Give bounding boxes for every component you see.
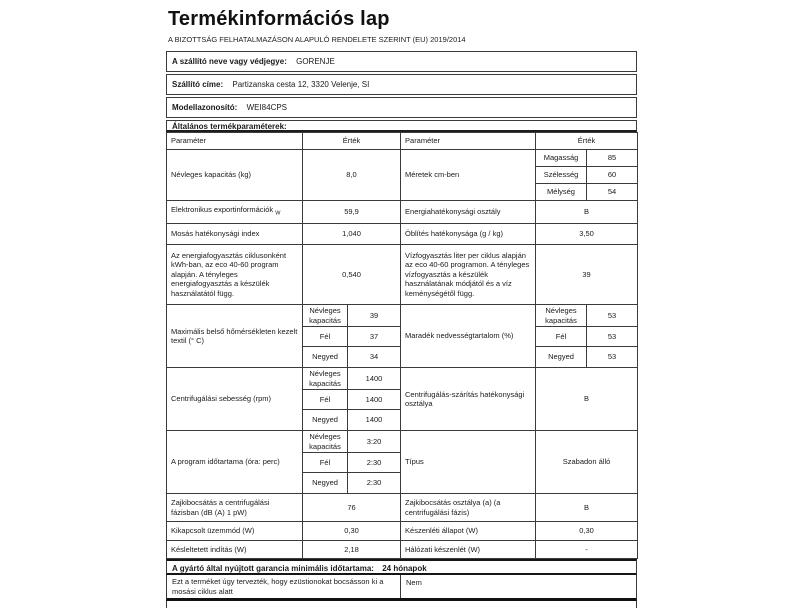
dimension-depth-value: 54 <box>587 184 638 201</box>
product-information-sheet <box>166 8 637 608</box>
warranty-label: A gyártó által nyújtott garancia minimális időtartama: <box>172 564 374 573</box>
rated-capacity-label: Névleges kapacitás (kg) <box>167 150 303 201</box>
dimension-width-value: 60 <box>587 167 638 184</box>
sub-label-quarter: Negyed <box>303 473 348 494</box>
eei-subscript: W <box>275 210 281 217</box>
noise-class-label: Zajkibocsátás osztálya (a) (a centrifugálási fázis) <box>401 494 536 522</box>
programme-duration-rated-value: 3:20 <box>348 431 401 453</box>
noise-emission-label: Zajkibocsátás a centrifugálási fázisban (dB (A) 1 pW) <box>167 494 303 522</box>
residual-moisture-rated-value: 53 <box>587 305 638 327</box>
table-row <box>167 541 638 559</box>
off-mode-label: Kikapcsolt üzemmód (W) <box>167 522 303 541</box>
sub-label-rated: Névleges kapacitás <box>303 431 348 453</box>
dimension-height-label: Magasság <box>536 150 587 167</box>
sub-label-half: Fél <box>303 390 348 410</box>
supplier-name-value: GORENJE <box>296 57 335 66</box>
spin-speed-half-value: 1400 <box>348 390 401 410</box>
max-temperature-label: Maximális belső hőmérsékleten kezelt textil (° C) <box>167 305 303 368</box>
programme-duration-quarter-value: 2:30 <box>348 473 401 494</box>
water-consumption-value: 39 <box>536 245 638 305</box>
rinse-effectiveness-label: Öblítés hatékonysága (g / kg) <box>401 224 536 245</box>
sub-label-half: Fél <box>536 327 587 347</box>
network-standby-label: Hálózati készenlét (W) <box>401 541 536 559</box>
off-mode-value: 0,30 <box>303 522 401 541</box>
sub-label-quarter: Negyed <box>303 410 348 431</box>
programme-duration-half-value: 2:30 <box>348 453 401 473</box>
sub-label-rated: Névleges kapacitás <box>536 305 587 327</box>
energy-consumption-label: Az energiafogyasztás ciklusonként kWh-ban, az eco 40-60 program alapján. A tényleges energiafogyasztás a készülék használatától függ. <box>167 245 303 305</box>
type-label: Típus <box>401 431 536 494</box>
model-identifier-value: WEI84CPS <box>246 103 288 112</box>
table-row <box>167 431 638 453</box>
table-row <box>167 201 638 224</box>
header-param-right: Paraméter <box>401 133 536 150</box>
dimensions-label: Méretek cm-ben <box>401 150 536 201</box>
programme-duration-label: A program időtartama (óra: perc) <box>167 431 303 494</box>
sub-label-half: Fél <box>303 327 348 347</box>
table-row <box>167 368 638 390</box>
wash-index-value: 1,040 <box>303 224 401 245</box>
warranty-value: 24 hónapok <box>382 564 427 573</box>
sub-label-half: Fél <box>303 453 348 473</box>
rinse-effectiveness-value: 3,50 <box>536 224 638 245</box>
max-temperature-quarter-value: 34 <box>348 347 401 368</box>
table-row <box>167 522 638 541</box>
spin-speed-rated-value: 1400 <box>348 368 401 390</box>
supplier-address-value: Partizanska cesta 12, 3320 Velenje, SI <box>232 80 370 89</box>
header-value-left: Érték <box>303 133 401 150</box>
energy-class-label: Energiahatékonysági osztály <box>401 201 536 224</box>
warranty-row <box>166 559 637 575</box>
section-header-general-params: Általános termékparaméterek: <box>166 120 637 132</box>
model-identifier-row <box>166 97 637 118</box>
residual-moisture-half-value: 53 <box>587 327 638 347</box>
dimension-height-value: 85 <box>587 150 638 167</box>
table-row <box>167 224 638 245</box>
delay-start-label: Késleltetett indítás (W) <box>167 541 303 559</box>
max-temperature-half-value: 37 <box>348 327 401 347</box>
spin-drying-class-value: B <box>536 368 638 431</box>
supplier-name-label: A szállító neve vagy védjegye: <box>172 57 287 66</box>
table-row <box>167 305 638 327</box>
header-param-left: Paraméter <box>167 133 303 150</box>
residual-moisture-label: Maradék nedvességtartalom (%) <box>401 305 536 368</box>
noise-emission-value: 76 <box>303 494 401 522</box>
max-temperature-rated-value: 39 <box>348 305 401 327</box>
wash-index-label: Mosás hatékonysági index <box>167 224 303 245</box>
eei-label: Elektronikus exportinformációk $_W$ <box>167 201 303 224</box>
dimension-width-label: Szélesség <box>536 167 587 184</box>
network-standby-value: - <box>536 541 638 559</box>
supplier-address-label: Szállító címe: <box>172 80 224 89</box>
type-value: Szabadon álló <box>536 431 638 494</box>
spin-speed-quarter-value: 1400 <box>348 410 401 431</box>
sub-label-quarter: Negyed <box>303 347 348 368</box>
silver-ions-value: Nem <box>406 578 422 587</box>
eei-value: 59,9 <box>303 201 401 224</box>
page-title: Termékinformációs lap <box>168 8 390 30</box>
general-parameters-table <box>166 132 638 559</box>
standby-mode-value: 0,30 <box>536 522 638 541</box>
table-row <box>167 494 638 522</box>
supplier-address-row <box>166 74 637 95</box>
table-continuation-cut <box>166 601 637 608</box>
standby-mode-label: Készenléti állapot (W) <box>401 522 536 541</box>
silver-ions-label: Ezt a terméket úgy tervezték, hogy ezüstionokat bocsásson ki a mosási ciklus alatt <box>167 575 401 598</box>
energy-class-value: B <box>536 201 638 224</box>
page-subtitle: A BIZOTTSÁG FELHATALMAZÁSON ALAPULÓ RENDELETE SZERINT (EU) 2019/2014 <box>168 35 466 44</box>
water-consumption-label: Vízfogyasztás liter per ciklus alapján az eco 40-60 programon. A tényleges vízfogyasztás a készülék használatának módjától és a víz keménységétől függ. <box>401 245 536 305</box>
residual-moisture-quarter-value: 53 <box>587 347 638 368</box>
spin-speed-label: Centrifugálási sebesség (rpm) <box>167 368 303 431</box>
table-row <box>167 245 638 305</box>
model-identifier-label: Modellazonosító: <box>172 103 238 112</box>
supplier-name-row <box>166 51 637 72</box>
spin-drying-class-label: Centrifugálás-szárítás hatékonysági osztálya <box>401 368 536 431</box>
silver-ions-row <box>166 575 637 601</box>
rated-capacity-value: 8,0 <box>303 150 401 201</box>
table-row <box>167 150 638 167</box>
sub-label-rated: Névleges kapacitás <box>303 305 348 327</box>
delay-start-value: 2,18 <box>303 541 401 559</box>
table-header-row <box>167 133 638 150</box>
noise-class-value: B <box>536 494 638 522</box>
sub-label-quarter: Negyed <box>536 347 587 368</box>
sub-label-rated: Névleges kapacitás <box>303 368 348 390</box>
header-value-right: Érték <box>536 133 638 150</box>
dimension-depth-label: Mélység <box>536 184 587 201</box>
energy-consumption-value: 0,540 <box>303 245 401 305</box>
